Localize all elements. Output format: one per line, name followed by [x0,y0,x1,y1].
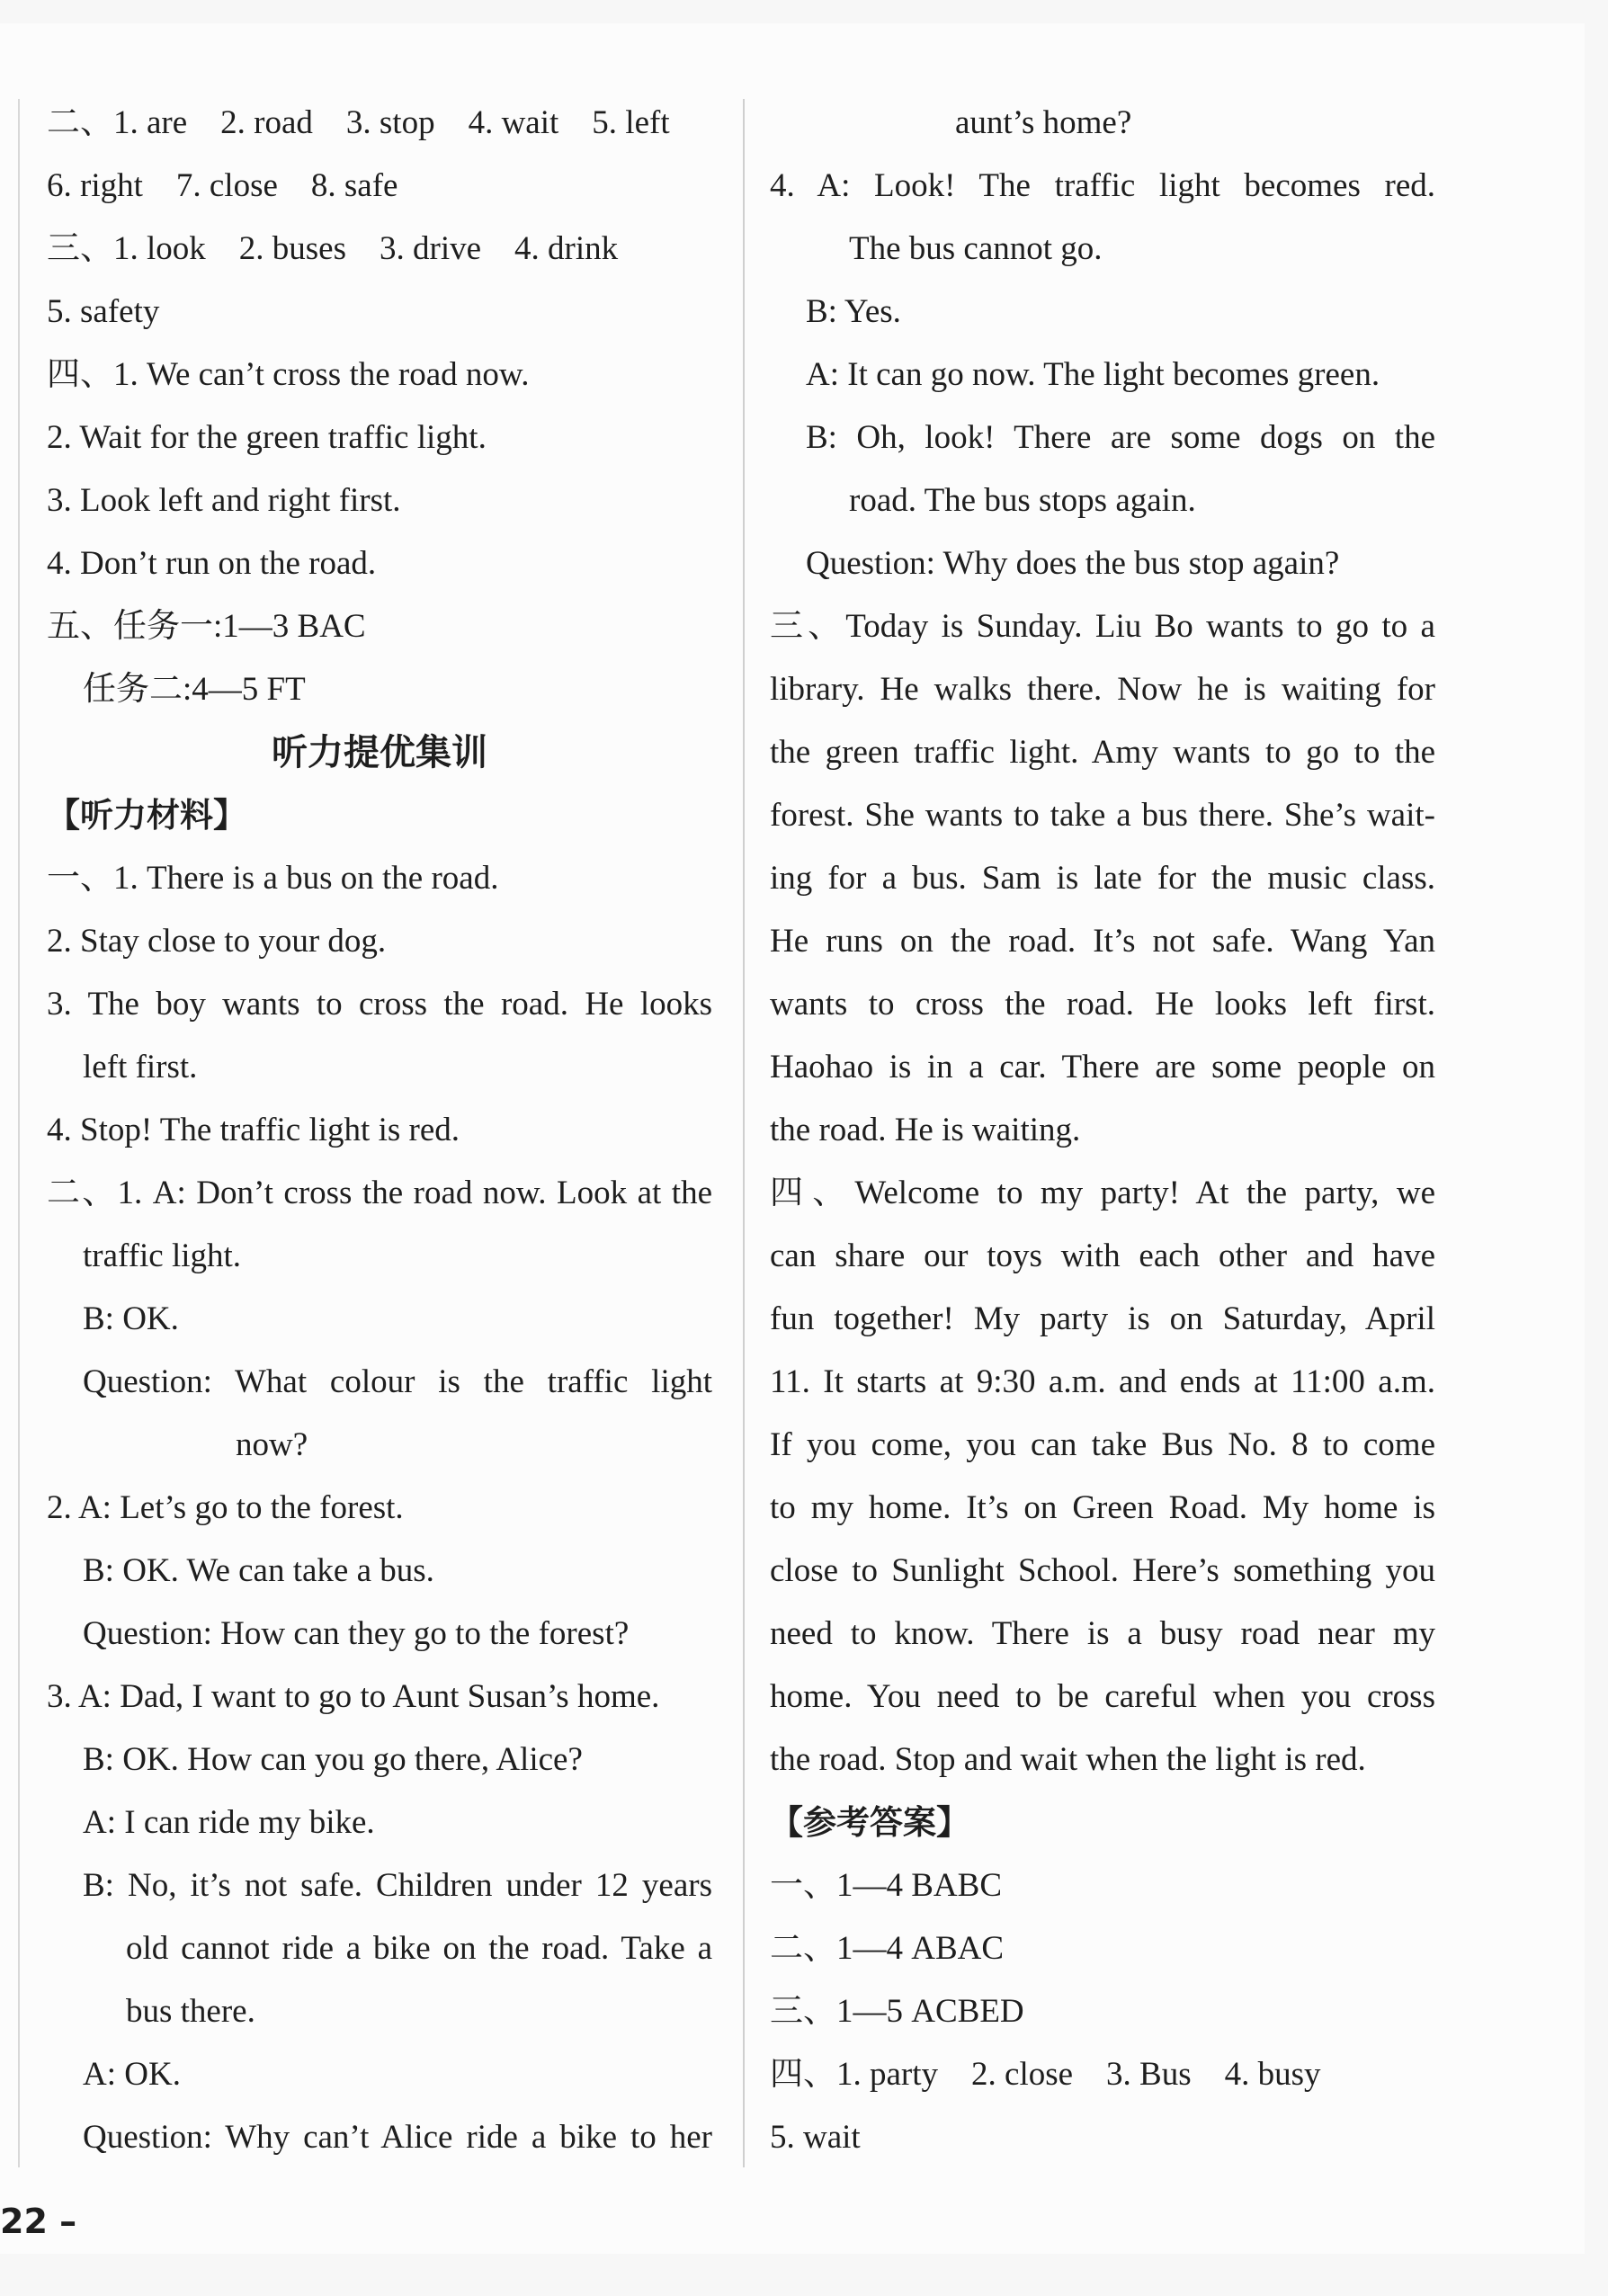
answer-line: 6. right 7. close 8. safe [47,167,398,204]
text-line: B: OK. We can take a bus. [83,1552,434,1589]
text-line: B: No, it’s not safe. Children under 12 years [83,1867,712,1904]
text-line: old cannot ride a bike on the road. Take a [126,1930,712,1967]
text-line: 二、1. A: Don’t cross the road now. Look at the [47,1175,712,1211]
answer-line: 四、1. We can’t cross the road now. [47,356,530,393]
left-column [47,92,712,2169]
answer-line: 5. wait [770,2119,861,2156]
text-line: B: Oh, look! There are some dogs on the [806,419,1435,456]
answer-line: 三、1—5 ACBED [770,1993,1024,2030]
text-line: B: OK. [83,1300,179,1337]
text-line: need to know. There is a busy road near my [770,1615,1435,1652]
answer-line: 二、1. are 2. road 3. stop 4. wait 5. left [47,104,670,141]
text-line: Haohao is in a car. There are some people on [770,1049,1435,1085]
text-line: wants to cross the road. He looks left first. [770,986,1435,1023]
text-line: to my home. It’s on Green Road. My home is [770,1489,1435,1526]
text-line: the green traffic light. Amy wants to go to the [770,734,1435,771]
answer-line: 四、1. party 2. close 3. Bus 4. busy [770,2056,1321,2093]
text-line: 三、Today is Sunday. Liu Bo wants to go to a [770,608,1435,645]
text-line: bus there. [126,1993,255,2030]
text-line: 3. A: Dad, I want to go to Aunt Susan’s home. [47,1678,660,1715]
answer-line: 五、任务一:1—3 BAC [47,608,366,645]
text-line: the road. He is waiting. [770,1112,1081,1148]
question-line: now? [236,1426,308,1463]
answer-line: 3. Look left and right first. [47,482,401,519]
answer-line: 二、1—4 ABAC [770,1930,1005,1967]
text-line: 4. Stop! The traffic light is red. [47,1112,460,1148]
text-line: A: It can go now. The light becomes green. [806,356,1380,393]
right-column [770,92,1435,2169]
text-line: 四、Welcome to my party! At the party, we [770,1175,1435,1211]
question-line: Question: Why can’t Alice ride a bike to her [83,2119,712,2156]
text-line: the road. Stop and wait when the light is red. [770,1741,1366,1778]
text-line: If you come, you can take Bus No. 8 to come [770,1426,1435,1463]
text-line: 11. It starts at 9:30 a.m. and ends at 11:00 a.m. [770,1363,1435,1400]
answer-line: 任务二:4—5 FT [83,671,306,708]
answer-line: 4. Don’t run on the road. [47,545,377,582]
answer-line: 一、1—4 BABC [770,1867,1003,1904]
question-line: aunt’s home? [955,104,1132,141]
left-margin-rule [18,99,20,2167]
text-line: traffic light. [83,1237,242,1274]
text-line: ing for a bus. Sam is late for the music class. [770,860,1435,897]
text-line: 2. A: Let’s go to the forest. [47,1489,404,1526]
text-line: A: OK. [83,2056,181,2093]
text-line: can share our toys with each other and have [770,1237,1435,1274]
question-line: Question: How can they go to the forest? [83,1615,630,1652]
text-line: home. You need to be careful when you cross [770,1678,1435,1715]
answer-line: 5. safety [47,293,160,330]
text-line: The bus cannot go. [849,230,1103,267]
answer-line: 三、1. look 2. buses 3. drive 4. drink [47,230,619,267]
text-line: library. He walks there. Now he is waiting for [770,671,1435,708]
text-line: 一、1. There is a bus on the road. [47,860,499,897]
text-line: He runs on the road. It’s not safe. Wang Yan [770,923,1435,960]
text-line: 2. Stay close to your dog. [47,923,387,960]
question-line: Question: Why does the bus stop again? [806,545,1340,582]
text-line: left first. [83,1049,198,1085]
answer-line: 2. Wait for the green traffic light. [47,419,487,456]
text-line: 4. A: Look! The traffic light becomes red. [770,167,1435,204]
text-line: B: OK. How can you go there, Alice? [83,1741,583,1778]
text-line: fun together! My party is on Saturday, April [770,1300,1435,1337]
text-line: A: I can ride my bike. [83,1804,375,1841]
page-number: 22 – [0,2202,77,2241]
materials-heading: 【听力材料】 [47,796,246,835]
text-line: forest. She wants to take a bus there. She’s wait- [770,797,1435,834]
text-line: B: Yes. [806,293,901,330]
column-divider [743,99,745,2167]
question-line: Question: What colour is the traffic light [83,1363,712,1400]
section-title: 听力提优集训 [272,732,487,773]
answers-heading: 【参考答案】 [770,1803,969,1842]
text-line: road. The bus stops again. [849,482,1196,519]
text-line: 3. The boy wants to cross the road. He looks [47,986,712,1023]
text-line: close to Sunlight School. Here’s something you [770,1552,1435,1589]
